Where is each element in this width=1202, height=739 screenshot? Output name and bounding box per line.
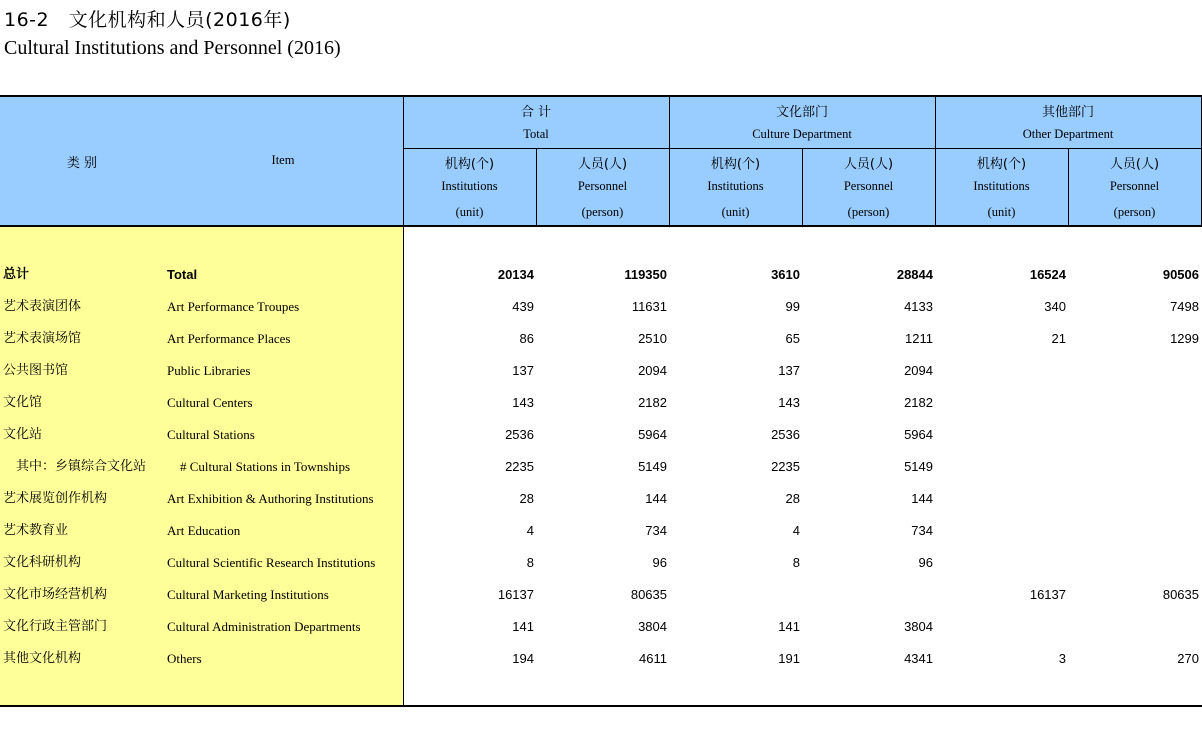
table-cell-institutions: 143 <box>512 395 534 410</box>
table-cell-personnel: 2182 <box>904 395 933 410</box>
group-header-other-cn: 其他部门 <box>1041 105 1094 120</box>
table-cell-institutions: 99 <box>785 299 800 314</box>
row-label-cn: 文化科研机构 <box>3 555 82 570</box>
table-cell-personnel: 4341 <box>904 651 933 666</box>
group-header-culture-cn: 文化部门 <box>775 105 828 120</box>
subheader-personnel-cn: 人员(人) <box>577 157 628 172</box>
subheader-institutions-unit: (unit) <box>987 205 1016 219</box>
table-cell-personnel: 734 <box>645 523 667 538</box>
subheader-personnel-cn: 人员(人) <box>843 157 894 172</box>
row-label-cn: 文化市场经营机构 <box>3 587 108 602</box>
table-cell-personnel: 2094 <box>638 363 667 378</box>
row-label-cn: 艺术表演团体 <box>3 299 82 314</box>
row-label-en: # Cultural Stations in Townships <box>167 459 351 474</box>
table-cell-institutions: 141 <box>778 619 800 634</box>
table-cell-personnel: 4133 <box>904 299 933 314</box>
table-cell-personnel: 119350 <box>624 267 667 282</box>
row-label-en: Cultural Administration Departments <box>167 619 361 634</box>
group-header-rule <box>403 148 1202 149</box>
row-label-cn: 其中：乡镇综合文化站 <box>3 459 147 474</box>
row-label-cn: 艺术展览创作机构 <box>3 491 108 506</box>
table-cell-personnel: 80635 <box>630 587 667 602</box>
table-row <box>0 483 1202 515</box>
table-cell-institutions: 2536 <box>505 427 534 442</box>
table-cell-personnel: 28844 <box>896 267 933 282</box>
subheader-personnel-unit: (person) <box>1113 205 1156 219</box>
total-row <box>0 259 1202 291</box>
table-cell-personnel: 4611 <box>639 651 667 666</box>
table-cell-personnel: 80635 <box>1162 587 1199 602</box>
table-cell-institutions: 191 <box>778 651 800 666</box>
subheader-institutions-cn: 机构(个) <box>710 157 761 172</box>
table-cell-personnel: 734 <box>911 523 933 538</box>
table-row <box>0 355 1202 387</box>
table-row <box>0 579 1202 611</box>
page-title-en: Cultural Institutions and Personnel (2016) <box>4 37 341 59</box>
table-row <box>0 611 1202 643</box>
statistics-table <box>0 95 1202 707</box>
table-cell-personnel: 5149 <box>638 459 667 474</box>
table-cell-personnel: 3804 <box>904 619 933 634</box>
table-cell-institutions: 21 <box>1051 331 1066 346</box>
table-cell-institutions: 28 <box>519 491 534 506</box>
category-header-cn: 类 别 <box>66 156 98 171</box>
table-cell-institutions: 8 <box>792 555 800 570</box>
table-cell-institutions: 141 <box>512 619 534 634</box>
row-label-en: Art Education <box>167 523 241 538</box>
subheader-institutions-unit: (unit) <box>455 205 484 219</box>
table-row <box>0 291 1202 323</box>
subheader-institutions-cn: 机构(个) <box>444 157 495 172</box>
item-header-en: Item <box>271 153 295 167</box>
table-cell-institutions: 16137 <box>497 587 534 602</box>
table-cell-personnel: 5149 <box>904 459 933 474</box>
table-cell-institutions: 439 <box>512 299 534 314</box>
table-cell-personnel: 7498 <box>1170 299 1199 314</box>
row-label-cn: 艺术表演场馆 <box>3 331 82 346</box>
table-bottom-rule <box>0 705 1202 707</box>
page-title-cn: 16-2 文化机构和人员(2016年) <box>4 9 291 31</box>
table-cell-personnel: 2510 <box>638 331 667 346</box>
table-cell-institutions: 2235 <box>505 459 534 474</box>
table-cell-personnel: 144 <box>911 491 933 506</box>
table-cell-institutions: 194 <box>512 651 534 666</box>
table-cell-personnel: 11631 <box>631 299 667 314</box>
table-cell-institutions: 4 <box>526 523 534 538</box>
table-row <box>0 419 1202 451</box>
group-header-total-cn: 合 计 <box>520 105 552 120</box>
row-label-en: Cultural Centers <box>167 395 253 410</box>
table-cell-institutions: 4 <box>792 523 800 538</box>
subheader-personnel-unit: (person) <box>847 205 890 219</box>
table-top-rule <box>0 95 1202 97</box>
row-label-cn: 总计 <box>3 267 30 282</box>
table-cell-institutions: 16137 <box>1029 587 1066 602</box>
table-row <box>0 387 1202 419</box>
table-row <box>0 323 1202 355</box>
table-cell-institutions: 3610 <box>771 267 800 282</box>
table-cell-institutions: 340 <box>1044 299 1066 314</box>
header-bottom-rule <box>0 225 1202 227</box>
table-cell-institutions: 65 <box>785 331 800 346</box>
table-cell-personnel: 270 <box>1177 651 1199 666</box>
subheader-institutions-unit: (unit) <box>721 205 750 219</box>
subheader-institutions-cn: 机构(个) <box>976 157 1027 172</box>
table-cell-institutions: 8 <box>526 555 534 570</box>
table-cell-institutions: 28 <box>785 491 800 506</box>
row-label-en: Cultural Marketing Institutions <box>167 587 329 602</box>
row-label-en: Others <box>167 651 202 666</box>
table-cell-personnel: 5964 <box>904 427 933 442</box>
table-cell-personnel: 5964 <box>638 427 667 442</box>
row-label-en: Art Performance Places <box>167 331 291 346</box>
group-header-culture-en: Culture Department <box>752 127 852 141</box>
row-label-en: Cultural Stations <box>167 427 255 442</box>
subheader-personnel-en: Personnel <box>1109 179 1160 193</box>
table-row <box>0 643 1202 675</box>
row-label-en: Art Performance Troupes <box>167 299 300 314</box>
table-cell-personnel: 3804 <box>638 619 667 634</box>
table-row <box>0 547 1202 579</box>
table-cell-institutions: 137 <box>778 363 800 378</box>
table-row <box>0 515 1202 547</box>
table-cell-personnel: 2094 <box>904 363 933 378</box>
table-cell-institutions: 2536 <box>771 427 800 442</box>
subheader-institutions-en: Institutions <box>973 179 1030 193</box>
table-cell-personnel: 96 <box>918 555 933 570</box>
table-cell-institutions: 16524 <box>1029 267 1066 282</box>
table-cell-personnel: 1299 <box>1170 331 1199 346</box>
subheader-personnel-en: Personnel <box>577 179 628 193</box>
row-label-cn: 其他文化机构 <box>3 651 82 666</box>
table-cell-institutions: 3 <box>1058 651 1066 666</box>
row-label-cn: 艺术教育业 <box>3 523 69 538</box>
subheader-institutions-en: Institutions <box>707 179 764 193</box>
subheader-personnel-cn: 人员(人) <box>1109 157 1160 172</box>
table-cell-institutions: 137 <box>512 363 534 378</box>
table-cell-personnel: 96 <box>652 555 667 570</box>
row-label-en: Art Exhibition & Authoring Institutions <box>167 491 374 506</box>
table-cell-personnel: 90506 <box>1162 267 1199 282</box>
row-label-cn: 文化行政主管部门 <box>3 619 108 634</box>
row-label-cn: 文化站 <box>3 427 43 442</box>
subheader-personnel-en: Personnel <box>843 179 894 193</box>
subheader-institutions-en: Institutions <box>441 179 498 193</box>
table-row <box>0 451 1202 483</box>
group-header-other-en: Other Department <box>1022 127 1114 141</box>
table-cell-institutions: 143 <box>778 395 800 410</box>
table-cell-personnel: 144 <box>645 491 667 506</box>
table-cell-institutions: 2235 <box>771 459 800 474</box>
row-label-cn: 公共图书馆 <box>3 363 69 378</box>
row-label-en: Cultural Scientific Research Institutions <box>167 555 376 570</box>
row-label-en: Public Libraries <box>167 363 251 378</box>
table-cell-institutions: 20134 <box>497 267 534 282</box>
row-label-en: Total <box>167 267 198 282</box>
table-cell-institutions: 86 <box>519 331 534 346</box>
table-cell-personnel: 1211 <box>905 331 933 346</box>
subheader-personnel-unit: (person) <box>581 205 624 219</box>
group-header-total-en: Total <box>523 127 549 141</box>
table-cell-personnel: 2182 <box>638 395 667 410</box>
row-label-cn: 文化馆 <box>3 395 43 410</box>
